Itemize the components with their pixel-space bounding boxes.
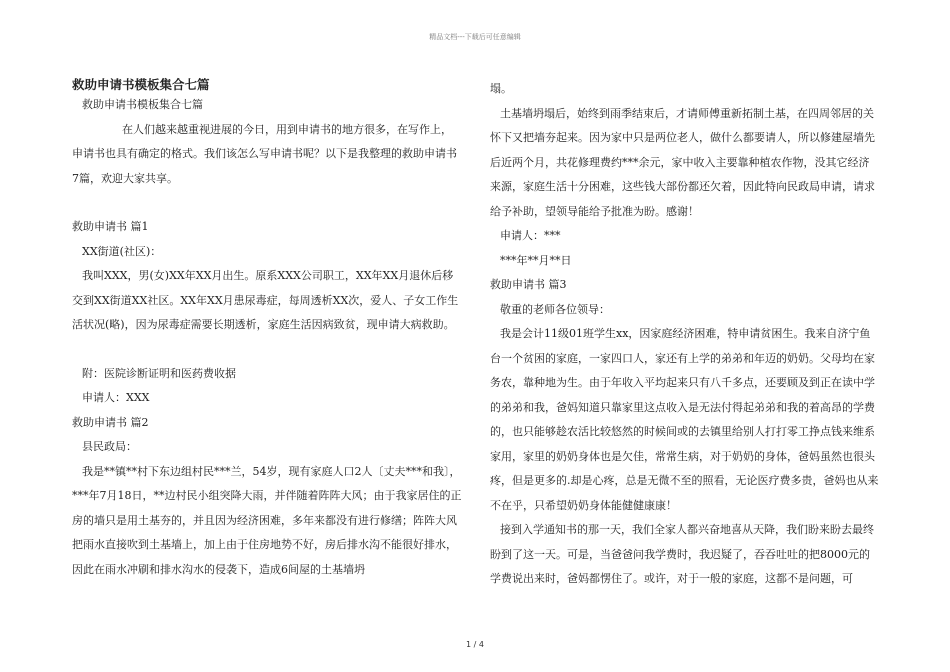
document-title: 救助申请书模板集合七篇: [72, 77, 210, 92]
date-2: ***年**月**日: [500, 253, 572, 267]
applicant-2: 申请人：***: [500, 229, 561, 242]
section-heading-3: 救助申请书 篇3: [490, 278, 567, 291]
section-heading-2: 救助申请书 篇2: [72, 415, 149, 429]
page-header: 精品文档---下载后可任意编辑: [429, 33, 521, 41]
addressee-2: 县民政局：: [82, 440, 137, 453]
body-paragraph-2b: 土基墙坍塌后，始终到雨季结束后，才请师傅重新拓制土基，在四周邻居的关怀下又把墙夯起来。因为家中只是两位老人，做什么都要请人，所以修建屋墙先后近两个月，共花修理费约***余元，家中收入主要靠种植农作物，没其它经济来源，家庭生活十分困难，这些钱大部份都还欠着，因此特向民政局申请，请求给予补助，望领导能给予批准为盼。感谢！: [490, 106, 875, 218]
left-column: [72, 77, 462, 582]
addressee-1: XX街道(社区)：: [82, 244, 162, 258]
right-column: [490, 77, 880, 592]
section-heading-1: 救助申请书 篇1: [72, 220, 149, 233]
applicant-1: 申请人：XXX: [82, 391, 150, 404]
body-paragraph-2: 我是**镇**村下东边组村民***兰，54岁，现有家庭人口2人〔丈夫***和我〕，***年7月18日，**边村民小组突降大雨，并伴随着阵阵大风；由于我家居住的正房的墙只是用土基夯的，并且因为经济困难，多年来都没有进行修缮；阵阵大风把雨水直接吹到土基墙上，加上由于住房地势不好，房后排水沟不能很好排水，因此在雨水冲刷和排水沟水的侵袭下，造成6间屋的土基墙坍: [72, 464, 462, 576]
document-subtitle: 救助申请书模板集合七篇: [82, 98, 203, 111]
addressee-3: 敬重的老师各位领导：: [500, 302, 610, 316]
intro-paragraph: 在人们越来越重视进展的今日，用到申请书的地方很多，在写作上，申请书也具有确定的格式。我们该怎么写申请书呢？以下是我整理的救助申请书7篇，欢迎大家共享。: [72, 122, 457, 185]
body-paragraph-3a: 我是会计11级01班学生xx，因家庭经济困难，特申请贫困生。我来自济宁鱼台一个贫困的家庭，一家四口人，家还有上学的弟弟和年迈的奶奶。父母均在家务农，靠种地为生。由于年收入平均起来只有八千多点，还要顾及到正在读中学的弟弟和我，爸妈知道只靠家里这点收入是无法付得起弟弟和我的着高昂的学费的，也只能够趁农活比较悠然的时候间或的去镇里给别人打打零工挣点钱来维系家用，家里的奶奶身体也是欠佳，常常生病，对于奶奶的身体，爸妈虽然也很头疼，但是更多的.却是心疼，总是无微不至的照看，无论医疗费多贵，爸妈也从来不在乎，只希望奶奶身体能健健康康！: [490, 327, 879, 512]
body-paragraph-2-continued: 塌。: [490, 82, 512, 95]
body-paragraph-1: 我叫XXX，男(女)XX年XX月出生。原系XXX公司职工，XX年XX月退休后移交到XX街道XX社区。XX年XX月患尿毒症，每周透析XX次，爱人、子女工作生活状况(略)，因为尿毒症需要长期透析，家庭生活因病致贫，现申请大病救助。: [72, 269, 459, 331]
attachment-note: 附：医院诊断证明和医药费收据: [82, 366, 236, 380]
body-paragraph-3b: 接到入学通知书的那一天，我们全家人都兴奋地喜从天降，我们盼来盼去最终盼到了这一天。可是，当爸爸问我学费时，我迟疑了，吞吞吐吐的把8000元的学费说出来时，爸妈都愣住了。或许，对于一般的家庭，这都不是问题，可: [490, 523, 874, 585]
page-number: 1 / 4: [466, 640, 484, 649]
